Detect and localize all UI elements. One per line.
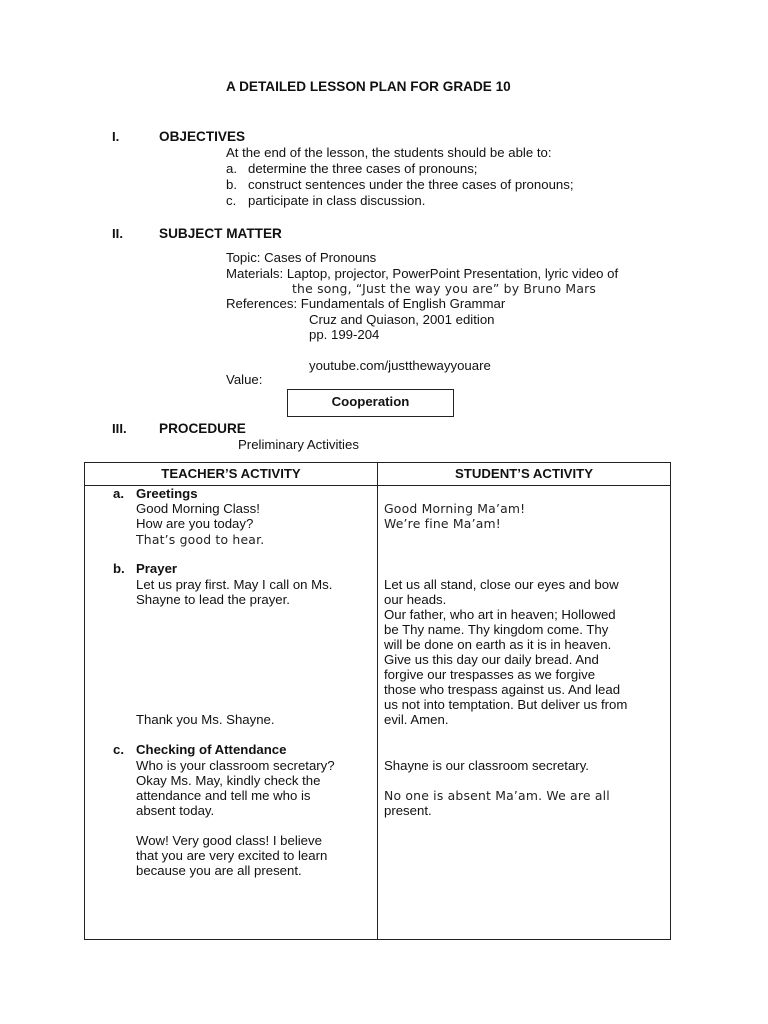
- objective-mark: c.: [226, 193, 237, 208]
- student-line: Our father, who art in heaven; Hollowed: [384, 607, 616, 622]
- teacher-line: That’s good to hear.: [136, 532, 265, 547]
- objective-item: [226, 161, 477, 177]
- student-line: us not into temptation. But deliver us from: [384, 697, 628, 712]
- teacher-line: Okay Ms. May, kindly check the: [136, 773, 321, 788]
- student-line: our heads.: [384, 592, 447, 607]
- greetings-title: Greetings: [136, 486, 198, 501]
- procedure-numeral: III.: [112, 421, 127, 436]
- student-line: We’re fine Ma’am!: [384, 516, 501, 531]
- student-line: present.: [384, 803, 432, 818]
- table-column-divider: [377, 463, 378, 939]
- preliminary-activities-heading: Preliminary Activities: [238, 437, 359, 452]
- materials-line: Materials: Laptop, projector, PowerPoint Presentation, lyric video of: [226, 266, 619, 281]
- objective-text: construct sentences under the three cases of pronouns;: [248, 177, 574, 192]
- prayer-title: Prayer: [136, 561, 178, 576]
- subject-matter-numeral: II.: [112, 226, 123, 241]
- teacher-activity-header: TEACHER’S ACTIVITY: [161, 466, 301, 481]
- objective-text: participate in class discussion.: [248, 193, 426, 208]
- student-line: Good Morning Ma’am!: [384, 501, 526, 516]
- prayer-letter: b.: [113, 561, 125, 576]
- student-line: Shayne is our classroom secretary.: [384, 758, 589, 773]
- student-line: those who trespass against us. And lead: [384, 682, 621, 697]
- student-line: evil. Amen.: [384, 712, 449, 727]
- teacher-line: Who is your classroom secretary?: [136, 758, 335, 773]
- subject-matter-heading: SUBJECT MATTER: [159, 226, 282, 241]
- value-box: Cooperation: [287, 389, 454, 417]
- attendance-title: Checking of Attendance: [136, 742, 287, 757]
- value-label: Value:: [226, 372, 263, 387]
- objective-mark: a.: [226, 161, 237, 176]
- student-line: be Thy name. Thy kingdom come. Thy: [384, 622, 609, 637]
- student-line: Give us this day our daily bread. And: [384, 652, 599, 667]
- objectives-heading: OBJECTIVES: [159, 129, 246, 144]
- student-activity-header: STUDENT’S ACTIVITY: [455, 466, 593, 481]
- references-authors: Cruz and Quiason, 2001 edition: [309, 312, 495, 327]
- objective-item: [226, 177, 574, 193]
- teacher-line: absent today.: [136, 803, 215, 818]
- objectives-intro: At the end of the lesson, the students should be able to:: [226, 145, 552, 160]
- objectives-numeral: I.: [112, 129, 120, 144]
- activity-table: [84, 462, 671, 940]
- teacher-line: Good Morning Class!: [136, 501, 260, 516]
- objective-text: determine the three cases of pronouns;: [248, 161, 478, 176]
- topic-line: Topic: Cases of Pronouns: [226, 250, 377, 265]
- teacher-line: because you are all present.: [136, 863, 302, 878]
- greetings-letter: a.: [113, 486, 124, 501]
- attendance-letter: c.: [113, 742, 124, 757]
- references-link: youtube.com/justthewayyouare: [309, 358, 491, 373]
- teacher-thanks: Thank you Ms. Shayne.: [136, 712, 275, 727]
- student-line: No one is absent Ma’am. We are all: [384, 788, 610, 803]
- teacher-line: How are you today?: [136, 516, 254, 531]
- references-pages: pp. 199-204: [309, 327, 380, 342]
- teacher-line: Let us pray first. May I call on Ms.: [136, 577, 333, 592]
- student-line: Let us all stand, close our eyes and bow: [384, 577, 619, 592]
- student-line: will be done on earth as it is in heaven.: [384, 637, 612, 652]
- objective-item: [226, 193, 425, 209]
- teacher-line: attendance and tell me who is: [136, 788, 311, 803]
- teacher-line: Shayne to lead the prayer.: [136, 592, 290, 607]
- teacher-line: that you are very excited to learn: [136, 848, 328, 863]
- materials-line-continued: the song, “Just the way you are” by Bruno Mars: [292, 281, 597, 296]
- procedure-heading: PROCEDURE: [159, 421, 246, 436]
- student-line: forgive our trespasses as we forgive: [384, 667, 596, 682]
- objective-mark: b.: [226, 177, 237, 192]
- teacher-line: Wow! Very good class! I believe: [136, 833, 322, 848]
- references-line: References: Fundamentals of English Grammar: [226, 296, 506, 311]
- document-title: A DETAILED LESSON PLAN FOR GRADE 10: [226, 79, 511, 94]
